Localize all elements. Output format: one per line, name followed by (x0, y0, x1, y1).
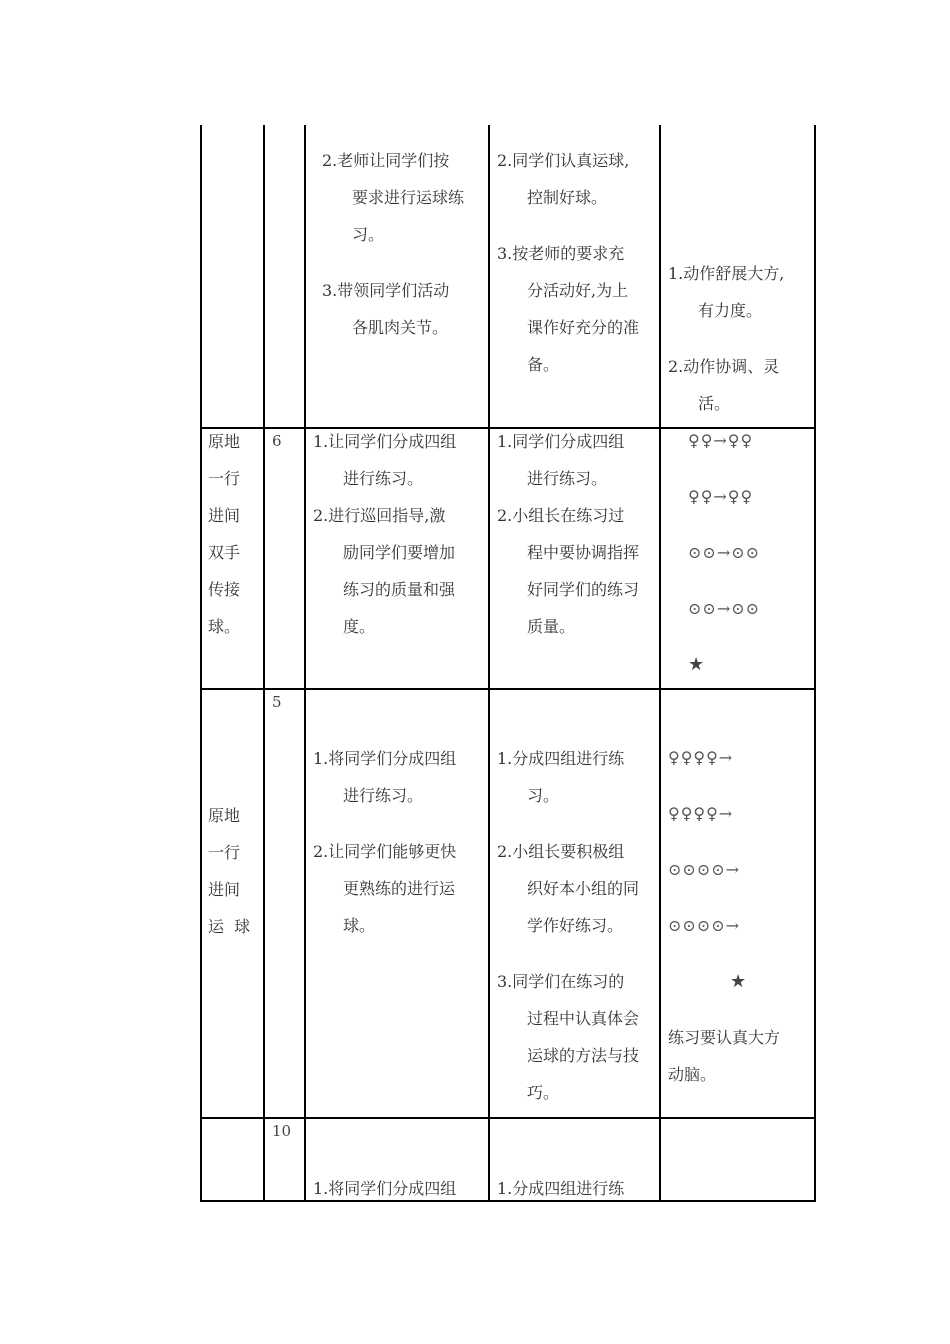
row3-topic-cell (208, 797, 260, 945)
formation-row: ⊙⊙→⊙⊙ (688, 543, 761, 562)
table-col-divider-1 (263, 125, 265, 1202)
row1-requirement-2: 2.动作协调、灵 活。 (668, 357, 780, 413)
row3-teacher-item-2: 2.让同学们能够更快 更熟练的进行运 球。 (313, 842, 457, 935)
row3-note (668, 1019, 812, 1093)
row3-formation-cell (668, 747, 812, 1093)
formation-row: ♀♀♀♀→ (668, 748, 734, 767)
row3-teacher-cell (313, 740, 485, 963)
row2-student-item-1: 1.同学们分成四组 进行练习。 (497, 432, 625, 488)
row2-formation-cell (688, 430, 808, 676)
row1-requirement-1: 1.动作舒展大方, 有力度。 (668, 264, 785, 320)
row3-topic-line: 一行 (208, 843, 241, 862)
row2-teacher-item-1: 1.让同学们分成四组 进行练习。 (313, 432, 457, 488)
row3-note-line: 动脑。 (668, 1065, 717, 1084)
row1-teacher-cell (322, 142, 482, 365)
formation-row: ⊙⊙⊙⊙→ (668, 916, 741, 935)
formation-row: ⊙⊙→⊙⊙ (688, 599, 761, 618)
row1-student-item-2: 2.同学们认真运球, 控制好球。 (497, 151, 630, 207)
row2-topic-line: 球。 (208, 617, 241, 636)
row3-topic-line: 运 球 (208, 917, 251, 936)
table-col-divider-4 (659, 125, 661, 1202)
row3-minutes: 5 (272, 693, 282, 711)
table-border-right (814, 125, 816, 1202)
row4-minutes: 10 (272, 1122, 292, 1140)
row1-teacher-item-3: 3.带领同学们活动 各肌肉关节。 (322, 281, 450, 337)
row2-minutes: 6 (272, 432, 282, 450)
row1-student-item-3: 3.按老师的要求充 分活动好,为上 课作好充分的准 备。 (497, 244, 640, 374)
formation-row: ⊙⊙⊙⊙→ (668, 860, 741, 879)
row2-topic-line: 双手 (208, 543, 241, 562)
row4-teacher-first: 1.将同学们分成四组 (313, 1179, 457, 1198)
row2-topic-line: 一行 (208, 469, 241, 488)
row1-requirements-cell (668, 255, 814, 441)
table-col-divider-3 (488, 125, 490, 1202)
row2-topic-cell (208, 423, 260, 645)
row2-topic-line: 原地 (208, 432, 241, 451)
table-row-divider-2 (200, 688, 815, 690)
formation-row: ♀♀→♀♀ (688, 431, 754, 450)
formation-row: ♀♀♀♀→ (668, 804, 734, 823)
row2-student-item-2: 2.小组长在练习过 程中要协调指挥 好同学们的练习 质量。 (497, 506, 640, 636)
row1-student-cell (497, 142, 657, 402)
table-border-left (200, 125, 202, 1202)
row3-student-item-1: 1.分成四组进行练 习。 (497, 749, 625, 805)
table-col-divider-2 (304, 125, 306, 1202)
row2-topic-line: 进间 (208, 506, 241, 525)
row3-topic-line: 进间 (208, 880, 241, 899)
row1-teacher-item-2: 2.老师让同学们按 要求进行运球练 习。 (322, 151, 465, 244)
row2-teacher-item-2: 2.进行巡回指导,激 励同学们要增加 练习的质量和强 度。 (313, 506, 456, 636)
row3-topic-line: 原地 (208, 806, 241, 825)
row2-topic-line: 传接 (208, 580, 241, 599)
row4-student-first: 1.分成四组进行练 (497, 1179, 625, 1198)
row3-student-item-2: 2.小组长要积极组 织好本小组的同 学作好练习。 (497, 842, 640, 935)
row3-student-cell (497, 740, 657, 1130)
row3-teacher-item-1: 1.将同学们分成四组 进行练习。 (313, 749, 457, 805)
teacher-star-icon: ★ (730, 971, 747, 992)
row3-student-item-3: 3.同学们在练习的 过程中认真体会 运球的方法与技 巧。 (497, 972, 640, 1102)
row2-student-cell (497, 423, 657, 645)
formation-row: ♀♀→♀♀ (688, 487, 754, 506)
row2-teacher-cell (313, 423, 485, 645)
row3-note-line: 练习要认真大方 (668, 1028, 781, 1047)
teacher-star-icon: ★ (688, 654, 705, 675)
